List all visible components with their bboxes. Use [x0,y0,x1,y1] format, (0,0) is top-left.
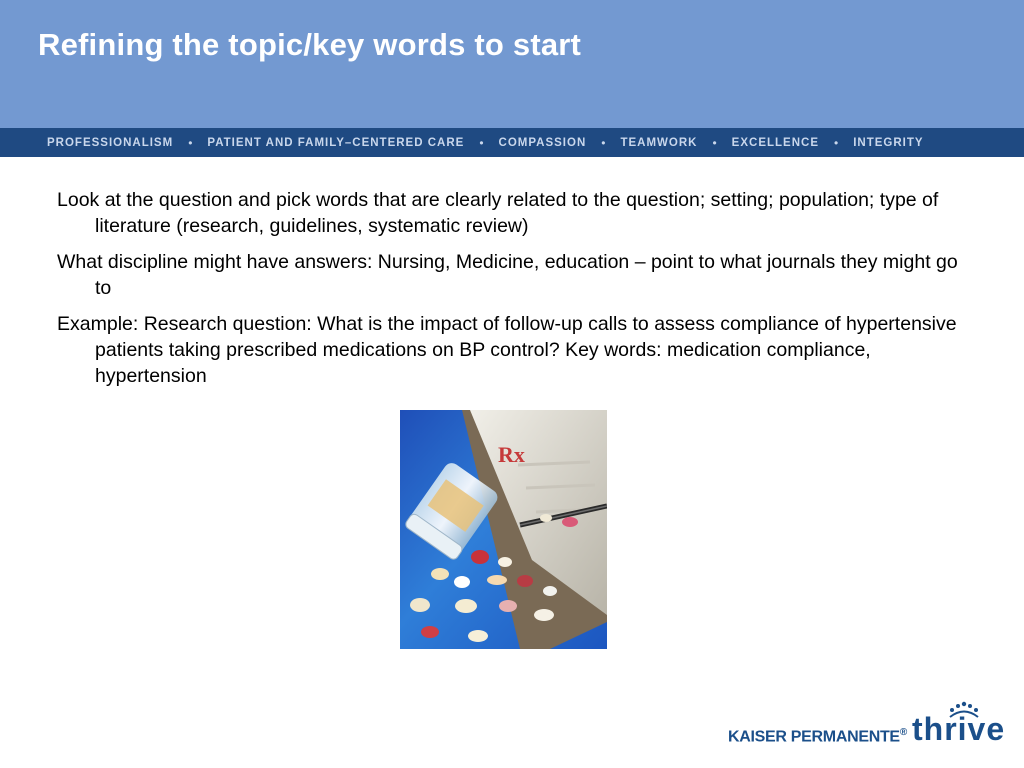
bullet-text: What discipline might have answers: Nursing, Medicine, education – point to what journals they might go to [57,251,958,299]
value-teamwork: TEAMWORK [620,136,698,149]
value-compassion: COMPASSION [498,136,587,149]
value-separator: • [479,135,484,150]
title-band [0,0,1024,128]
value-integrity: INTEGRITY [853,136,924,149]
rx-label: Rx [498,442,525,467]
brand-name-text: KAISER PERMANENTE [728,728,900,746]
value-excellence: EXCELLENCE [731,136,819,149]
thrive-wordmark: thrive [912,711,1006,747]
registered-mark: ® [899,727,907,738]
kaiser-permanente-logo [728,700,1006,750]
bullet-text: Look at the question and pick words that are clearly related to the question; setting; population; type of literature (research, guidelines, systematic review) [57,189,939,237]
values-bar [0,128,1024,157]
bullet-text: Example: Research question: What is the impact of follow-up calls to assess compliance of hypertensive patients taking prescribed medications on BP control? Key words: medication compliance, hypertension [57,313,957,387]
slide-title: Refining the topic/key words to start [38,27,582,62]
value-separator: • [188,135,193,150]
medication-photo-icon [400,410,607,649]
brand-name [728,727,907,746]
value-separator: • [712,135,717,150]
value-separator: • [834,135,839,150]
value-separator: • [601,135,606,150]
value-patient-family-centered-care: PATIENT AND FAMILY–CENTERED CARE [207,136,465,149]
slide-body [57,187,977,399]
value-professionalism: PROFESSIONALISM [47,136,174,149]
